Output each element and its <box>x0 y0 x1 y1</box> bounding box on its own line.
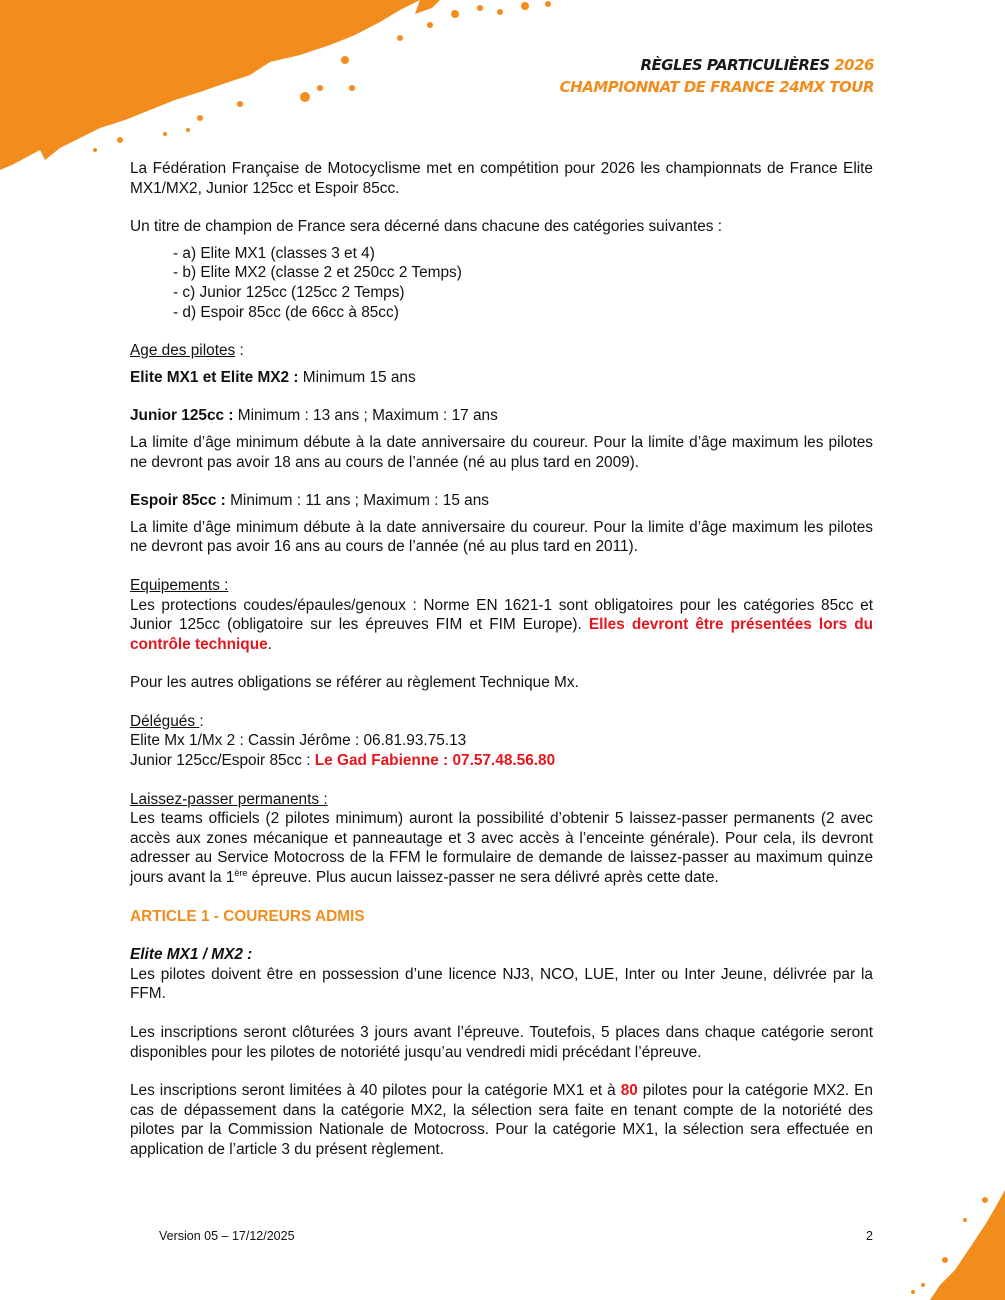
equipements-heading-text: Equipements : <box>130 576 229 594</box>
laissez-heading <box>130 790 873 810</box>
delegues-heading-text: Délégués <box>130 712 200 730</box>
age-heading-text: Age des pilotes <box>130 342 236 360</box>
article-1-paragraph-1: Les pilotes doivent être en possession d’une licence NJ3, NCO, LUE, Inter ou Inter Jeune, délivrée par la FFM. <box>130 965 873 1003</box>
categories-list <box>173 244 873 322</box>
delegues-line-2-prefix: Junior 125cc/Espoir 85cc : <box>130 752 315 770</box>
age-espoir-value: Minimum : 11 ans ; Maximum : 15 ans <box>225 492 489 510</box>
age-heading-suffix: : <box>235 342 244 360</box>
header-title-year: 2026 <box>834 56 874 74</box>
page-number: 2 <box>866 1229 873 1243</box>
age-junior-value: Minimum : 13 ans ; Maximum : 17 ans <box>233 407 498 425</box>
header-subtitle: CHAMPIONNAT DE FRANCE 24MX TOUR <box>559 78 874 96</box>
intro-paragraph-2: Un titre de champion de France sera décerné dans chacune des catégories suivantes : <box>130 218 723 236</box>
list-item: - c) Junior 125cc (125cc 2 Temps) <box>173 283 405 301</box>
orange-splash-bottom-decoration <box>905 1190 1005 1300</box>
document-body <box>130 159 873 1160</box>
delegues-heading-suffix: : <box>199 712 204 730</box>
list-item: - d) Espoir 85cc (de 66cc à 85cc) <box>173 303 399 321</box>
footer-version: Version 05 – 17/12/2025 <box>159 1229 295 1243</box>
age-junior-label: Junior 125cc : <box>130 407 234 425</box>
article-1-paragraph-3-red: 80 <box>620 1082 638 1100</box>
article-1-paragraph-3-a: Les inscriptions seront limitées à 40 pilotes pour la catégorie MX1 et à <box>130 1082 621 1100</box>
article-1-paragraph-2: Les inscriptions seront clôturées 3 jours avant l’épreuve. Toutefois, 5 places dans chaque catégorie seront disponibles pour les pilotes de notoriété jusqu’au vendredi midi précédant l’épreuve. <box>130 1024 873 1061</box>
age-heading <box>130 341 873 361</box>
laissez-paragraph <box>130 809 873 887</box>
age-espoir-text: La limite d’âge minimum débute à la date anniversaire du coureur. Pour la limite d’âge maximum les pilotes ne devront pas avoir 16 ans au cours de l’année (né au plus tard en 2011). <box>130 518 873 556</box>
list-item: - b) Elite MX2 (classe 2 et 250cc 2 Temps) <box>173 264 462 282</box>
header-title <box>560 56 874 74</box>
article-1-paragraph-3 <box>130 1081 873 1159</box>
equipements-end: . <box>267 635 272 653</box>
article-1-heading: ARTICLE 1 - COUREURS ADMIS <box>130 907 365 925</box>
laissez-text-b: épreuve. Plus aucun laissez-passer ne sera délivré après cette date. <box>247 869 719 887</box>
laissez-text-a: Les teams officiels (2 pilotes minimum) auront la possibilité d’obtenir 5 laissez-passer permanents (2 avec accès aux zones mécanique et panneautage et 3 avec accès à l’enceinte générale). Pour cela, ils devront adresser au Service Motocross de la FFM le formulaire de demande de laissez-passer au maximum quinze jours avant la 1 <box>130 810 873 887</box>
equipements-paragraph <box>130 596 873 655</box>
laissez-superscript: ère <box>234 867 248 878</box>
age-elite <box>130 368 873 388</box>
equipements-other: Pour les autres obligations se référer au règlement Technique Mx. <box>130 674 579 692</box>
article-1-subheading: Elite MX1 / MX2 : <box>130 946 253 964</box>
list-item: - a) Elite MX1 (classes 3 et 4) <box>173 244 375 262</box>
equipements-text: Les protections coudes/épaules/genoux : Norme EN 1621-1 sont obligatoires pour les catégories 85cc et Junior 125cc (obligatoire sur les épreuves FIM et FIM Europe). <box>130 596 873 634</box>
header-title-prefix: RÈGLES PARTICULIÈRES <box>640 56 830 74</box>
intro-paragraph-1: La Fédération Française de Motocyclisme met en compétition pour 2026 les championnats de France Elite MX1/MX2, Junior 125cc et Espoir 85cc. <box>130 160 873 197</box>
age-junior-text: La limite d’âge minimum débute à la date anniversaire du coureur. Pour la limite d’âge maximum les pilotes ne devront pas avoir 18 ans au cours de l’année (né au plus tard en 2009). <box>130 433 873 471</box>
delegues-line-2-contact: Le Gad Fabienne : 07.57.48.56.80 <box>314 752 556 770</box>
age-espoir <box>130 491 873 511</box>
delegues-line-2 <box>130 751 873 771</box>
orange-splash-top-decoration <box>0 0 560 170</box>
delegues-line-1: Elite Mx 1/Mx 2 : Cassin Jérôme : 06.81.93.75.13 <box>130 732 467 750</box>
equipements-red-text: Elles devront être présentées lors du contrôle technique <box>130 616 873 653</box>
age-espoir-label: Espoir 85cc : <box>130 492 226 510</box>
age-elite-value: Minimum 15 ans <box>298 368 416 386</box>
article-1-paragraph-3-b: pilotes pour la catégorie MX2. En cas de dépassement dans la catégorie MX2, la sélection sera faite en tenant compte de la notoriété des pilotes par la Commission Nationale de Motocross. Pour la catégorie MX1, la sélection sera effectuée en application de l’article 3 du présent règlement. <box>130 1082 873 1158</box>
laissez-heading-text: Laissez-passer permanents : <box>130 790 328 808</box>
equipements-heading <box>130 576 873 596</box>
age-junior <box>130 406 873 426</box>
delegues-heading <box>130 712 873 732</box>
document-header <box>560 56 874 96</box>
age-elite-label: Elite MX1 et Elite MX2 : <box>130 368 299 386</box>
